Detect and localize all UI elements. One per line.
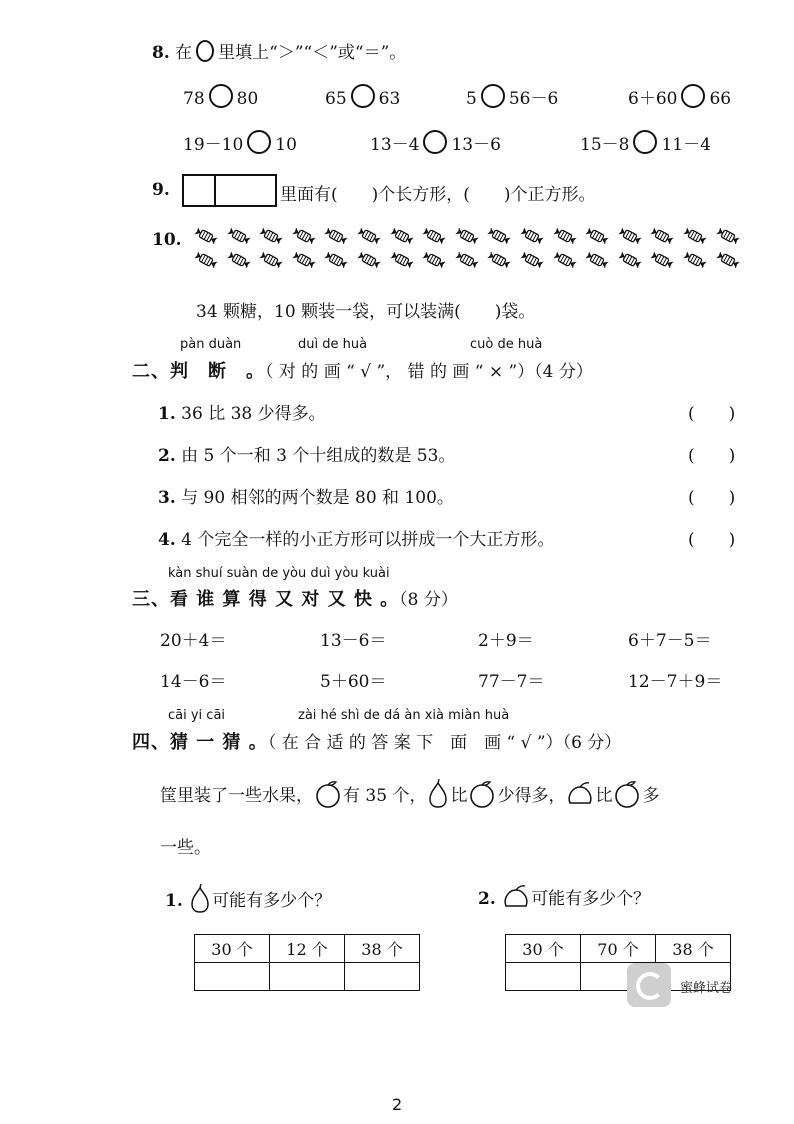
compare-circle[interactable]	[351, 84, 375, 108]
apple-icon	[313, 780, 343, 808]
candy-icon	[226, 228, 252, 244]
candy-icon	[552, 228, 578, 244]
compare-circle[interactable]	[247, 130, 271, 154]
calc-item[interactable]: 13－6＝	[320, 631, 387, 651]
q8-prompt-rest: 里填上“＞”“＜”或“＝”。	[218, 43, 407, 63]
q8-number: 8.	[152, 43, 170, 63]
candy-icon	[258, 228, 284, 244]
pinyin: duì de huà	[298, 337, 368, 352]
candy-icon	[617, 228, 643, 244]
candy-icon	[649, 252, 675, 268]
calc-item[interactable]: 5＋60＝	[320, 672, 387, 692]
answer-paren[interactable]: ( )	[688, 530, 736, 550]
q8-line	[152, 38, 406, 63]
candy-icon	[486, 228, 512, 244]
candy-icon	[486, 252, 512, 268]
pinyin: kàn shuí suàn de yòu duì yòu kuài	[168, 566, 390, 581]
option-label: 30 个	[195, 935, 270, 963]
section-instruction: （ 对 的 画 “ √ ”， 错 的 画 “ × ”）（4 分）	[265, 362, 593, 382]
answer-table-1	[194, 934, 420, 991]
compare-circle[interactable]	[681, 84, 705, 108]
answer-paren[interactable]: ( )	[688, 446, 736, 466]
compare-circle	[196, 40, 214, 62]
candy-icon	[389, 228, 415, 244]
judge-item: 3. 与 90 相邻的两个数是 80 和 100。	[158, 488, 454, 508]
q8-prompt: 在	[175, 43, 193, 63]
candy-icon	[715, 252, 741, 268]
candy-icon	[193, 252, 219, 268]
answer-paren[interactable]: ( )	[688, 488, 736, 508]
option-label: 30 个	[506, 935, 581, 963]
candy-icon	[323, 252, 349, 268]
compare-circle[interactable]	[481, 84, 505, 108]
calc-item[interactable]: 12－7＋9＝	[628, 672, 723, 692]
answer-cell[interactable]	[345, 963, 420, 991]
q8-row2-item: 13－4 13－6	[370, 130, 501, 155]
candy-icon	[226, 252, 252, 268]
peach-icon	[565, 781, 595, 807]
candy-icon	[323, 228, 349, 244]
candy-icon	[682, 252, 708, 268]
candy-icon	[584, 228, 610, 244]
candy-icon	[356, 228, 382, 244]
answer-paren[interactable]: ( )	[688, 404, 736, 424]
guess-q2: 2. 可能有多少个？	[478, 884, 650, 910]
section3-heading	[132, 585, 458, 611]
section-instruction: （ 在 合 适 的 答 案 下 面 画 “ √ ”）（6 分）	[267, 733, 622, 753]
candy-icon	[291, 252, 317, 268]
q8-row1-item: 78 80	[183, 84, 258, 109]
peach-icon	[501, 884, 531, 910]
calc-item[interactable]: 14－6＝	[160, 672, 227, 692]
section4-heading	[132, 728, 621, 754]
candy-icon	[649, 228, 675, 244]
q8-row2-item: 15－8 11－4	[580, 130, 711, 155]
judge-item: 2. 由 5 个一和 3 个十组成的数是 53。	[158, 446, 456, 466]
page-number: 2	[392, 1095, 403, 1114]
candy-icon	[193, 228, 219, 244]
candy-icon	[454, 228, 480, 244]
candy-icon	[584, 252, 610, 268]
apple-icon	[612, 780, 642, 808]
pinyin: pàn duàn	[180, 337, 242, 352]
section-title: 四、猜 一 猜 。	[132, 732, 268, 753]
answer-cell[interactable]	[506, 963, 581, 991]
candy-icon	[356, 252, 382, 268]
q8-row1-item: 6＋60 66	[628, 84, 731, 109]
fruit-sentence-end: 一些。	[160, 838, 211, 858]
q10-number: 10.	[152, 230, 182, 250]
calc-item[interactable]: 2＋9＝	[478, 631, 534, 651]
compare-circle[interactable]	[209, 84, 233, 108]
section-score: （8 分）	[399, 590, 458, 610]
pinyin: zài hé shì de dá àn xià miàn huà	[298, 708, 510, 723]
calc-item[interactable]: 20＋4＝	[160, 631, 227, 651]
q8-row1-item: 65 63	[325, 84, 400, 109]
compare-circle[interactable]	[423, 130, 447, 154]
judge-item: 4. 4 个完全一样的小正方形可以拼成一个大正方形。	[158, 530, 555, 550]
option-label: 38 个	[345, 935, 420, 963]
pear-icon	[426, 779, 450, 809]
calc-item[interactable]: 77－7＝	[478, 672, 545, 692]
section-title: 二、判 断 。	[132, 361, 265, 382]
section-title: 三、看 谁 算 得 又 对 又 快 。	[132, 589, 400, 610]
section2-heading	[132, 357, 593, 383]
judge-item: 1. 36 比 38 少得多。	[158, 404, 326, 424]
candy-icon	[421, 252, 447, 268]
candy-icon	[454, 252, 480, 268]
apple-icon	[467, 780, 497, 808]
watermark-logo-icon	[627, 963, 671, 1007]
option-label: 12 个	[270, 935, 345, 963]
candy-icon	[389, 252, 415, 268]
option-label: 70 个	[581, 935, 656, 963]
fruit-sentence: 筐里装了一些水果， 有 35 个， 比 少得多， 比 多	[160, 779, 659, 809]
candy-icon	[715, 228, 741, 244]
q8-row1-item: 5 56－6	[466, 84, 558, 109]
rectangle-figure	[182, 174, 278, 208]
candy-icon	[519, 252, 545, 268]
answer-cell[interactable]	[195, 963, 270, 991]
candy-icon	[617, 252, 643, 268]
candy-icon	[519, 228, 545, 244]
answer-cell[interactable]	[270, 963, 345, 991]
candy-icon	[421, 228, 447, 244]
q10-text: 34 颗糖，10 颗装一袋，可以装满( )袋。	[196, 302, 536, 322]
compare-circle[interactable]	[633, 130, 657, 154]
guess-q1: 1. 可能有多少个？	[165, 884, 331, 914]
candy-icon	[552, 252, 578, 268]
q9-number: 9.	[152, 180, 170, 200]
q8-row2-item: 19－10 10	[183, 130, 297, 155]
candy-icon	[682, 228, 708, 244]
pinyin: cuò de huà	[470, 337, 543, 352]
q9-text: 里面有( )个长方形，( )个正方形。	[280, 185, 596, 205]
option-label: 38 个	[656, 935, 731, 963]
watermark-text: 蜜蜂试卷	[680, 981, 733, 996]
pear-icon	[188, 884, 212, 914]
candy-icon	[258, 252, 284, 268]
pinyin: cāi yi cāi	[168, 708, 226, 723]
calc-item[interactable]: 6＋7－5＝	[628, 631, 712, 651]
candy-icon	[291, 228, 317, 244]
